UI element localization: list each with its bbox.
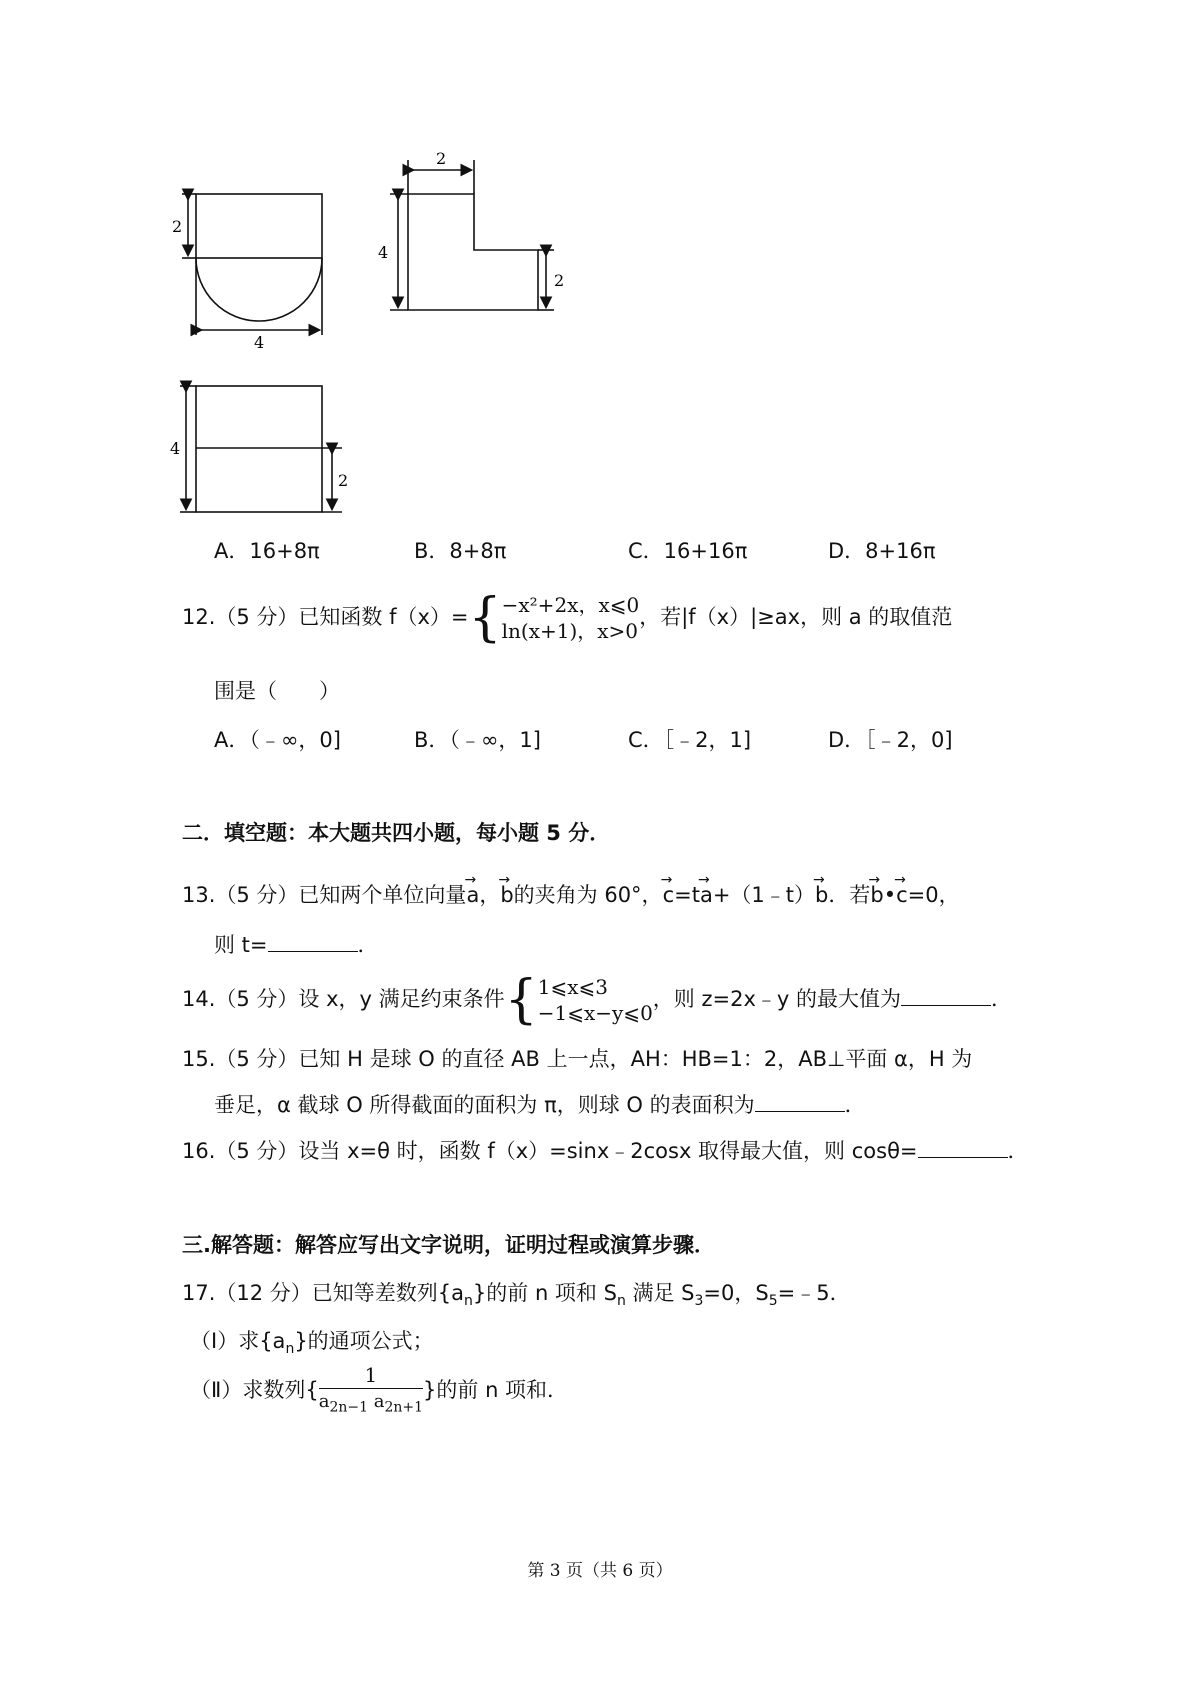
q17-part1: （Ⅰ）求$\{a_n\}$的通项公式； [190, 1329, 434, 1358]
q12-piecewise: −x²+2x，x⩽0 ln(x+1)，x>0 [501, 593, 640, 643]
q12-option-b: B．（﹣∞，1] [414, 728, 541, 752]
q17-line1: 17.（12 分）已知等差数列$\{a_n\}$的前 n 项和 $S_n$ 满足 $S_3=0$，$S_5=﹣5$． [182, 1281, 851, 1310]
q15-line2: 垂足，α 截球 O 所得截面的面积为 π，则球 O 的表面积为 ． [214, 1093, 866, 1117]
dim-side-right: 2 [554, 271, 565, 290]
q17-part2: （Ⅱ）求数列{ $\frac{1}{a_{2n-1} a_{2n+1}}$ }的前 n 项和． [190, 1360, 568, 1420]
dim-front-left: 2 [172, 217, 183, 236]
q11-option-d: D．8+16π [828, 539, 936, 563]
q12-option-a: A．（﹣∞，0] [214, 728, 341, 752]
dim-top-right: 2 [338, 471, 349, 490]
q15-answer-blank[interactable] [755, 1091, 845, 1112]
q12-stem: 12.（5 分）已知函数 f（x）={ −x²+2x，x⩽0 ln(x+1)，x>0 ，若|f（x）|≥ax，则 a 的取值范 [182, 588, 953, 648]
q16-line1: 16.（5 分）设当 x=θ 时，函数 f（x）=sinx﹣2cosx 取得最大值，则 cosθ= ． [182, 1139, 1029, 1163]
q13-line2: 则 t= ． [214, 933, 379, 957]
q11-option-a: A．16+8π [214, 539, 320, 563]
q17-fraction: $\frac{1}{a_{2n-1} a_{2n+1}}$ [318, 1362, 424, 1416]
dim-top-left: 4 [170, 439, 181, 458]
side-view [390, 160, 554, 310]
q14-answer-blank[interactable] [901, 985, 991, 1006]
q13-answer-blank[interactable] [268, 931, 358, 952]
dim-side-left: 4 [378, 243, 389, 262]
q13-line1: 13.（5 分）已知两个单位向量→ a，→ b的夹角为 60°，→ c=t→ a+（1﹣t）→ b．若→ b•→ c=0， [182, 874, 960, 910]
q16-answer-blank[interactable] [918, 1137, 1008, 1158]
three-view-figure [160, 150, 580, 520]
dim-side-top: 2 [436, 150, 447, 168]
front-view [182, 194, 322, 335]
q14-stem: 14.（5 分）设 x，y 满足约束条件{ 1⩽x⩽3 −1⩽x−y⩽0 ，则 z=2x﹣y 的最大值为 ． [182, 970, 1012, 1030]
top-view [180, 386, 342, 512]
q11-option-c: C．16+16π [628, 539, 748, 563]
q15-line1: 15.（5 分）已知 H 是球 O 的直径 AB 上一点，AH：HB=1：2，AB⊥平面 α，H 为 [182, 1047, 973, 1071]
q12-option-c: C．［﹣2，1] [628, 728, 752, 752]
section3-heading: 三.解答题：解答应写出文字说明，证明过程或演算步骤． [182, 1233, 715, 1257]
q14-constraints: 1⩽x⩽3 −1⩽x−y⩽0 [537, 975, 653, 1025]
q12-option-d: D．［﹣2，0] [828, 728, 953, 752]
dim-front-bottom: 4 [254, 333, 265, 352]
q12-line2: 围是（ ） [214, 679, 340, 703]
section2-heading: 二．填空题：本大题共四小题，每小题 5 分． [182, 821, 611, 845]
q11-option-b: B．8+8π [414, 539, 507, 563]
page-footer: 第 3 页（共 6 页） [527, 1561, 673, 1581]
